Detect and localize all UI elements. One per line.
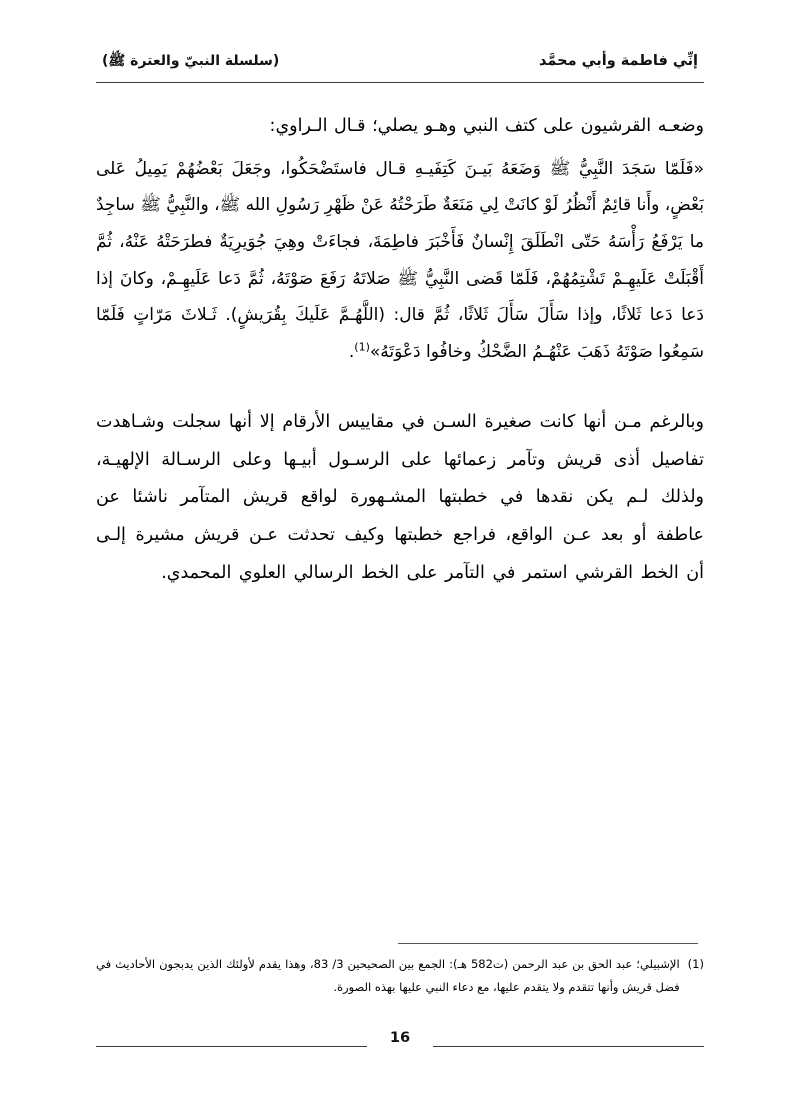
intro-paragraph: وضعـه القرشيون على كتف النبي وهـو يصلي؛ قـال الـراوي: [269, 116, 704, 136]
body-paragraph-2: وبالرغم مـن أنها كانت صغيرة السـن في مقاييس الأرقام إلا أنها سجلت وشـاهدت تفاصيل أذى قريش وتآمر زعمائها على الرسـول أبيـها وعلى الرسـالة الإلهيـة، ولذلك لـم يكن نقدها في خطبتها المشـهورة لواقع قريش المتآمر ناشئا عن عاطفة أو بعد عـن الواقع، فراجع خطبتها وكيف تحدثت عـن قريش مشيرة إلـى أن الخط القرشي استمر في التآمر على الخط الرسالي العلوي المحمدي. [96, 412, 704, 583]
footnote-item [96, 953, 704, 998]
page-header [96, 52, 704, 82]
header-series-title: (سلسلة النبيّ والعترة ﷺ) [102, 53, 280, 69]
page-footer [96, 1016, 704, 1060]
footnote-text: الإشبيلي؛ عبد الحق بن عبد الرحمن (ت582 هـ): الجمع بين الصحيحين 3/ 83، وهذا يقدم لأولئك الذين يدبجون الأحاديث في فضل قريش وأنها تتقدم ولا يتقدم عليها، مع دعاء النبي عليها بهذه الصورة. [96, 957, 680, 994]
footnote-divider [398, 943, 698, 944]
footnote-reference[interactable]: (1) [354, 339, 370, 353]
page-content [96, 83, 704, 943]
hadith-quote [96, 151, 704, 370]
quote-end-punct: . [348, 341, 355, 362]
footnote-marker: (1) [687, 957, 704, 972]
footnote-area [96, 943, 704, 1016]
hadith-quote-text: «فَلَمّا سَجَدَ النَّبِيُّ ﷺ وَضَعَهُ بَيـنَ كَتِفَيـهِ قـال فاستَضْحَكُوا، وجَعَلَ بَعْضُهُمْ يَمِيلُ عَلى بَعْضٍ، وأَنا قائِمٌ أَنْظُرُ لَوْ كانَتْ لِي مَنَعَةٌ طَرَحْتُهُ عَنْ ظَهْرِ رَسُولِ الله ﷺ، والنَّبِيُّ ﷺ ساجِدٌ ما يَرْفَعُ رَأْسَهُ حَتّى انْطَلَقَ إِنْسانٌ فَأَخْبَرَ فاطِمَةَ، فجاءَتْ وهِيَ جُوَيرِيَةٌ فطرَحَتْهُ عَنْهُ، ثُمَّ أَقْبَلَتْ عَلَيهِـمْ تَشْتِمُهُمْ، فَلَمّا قَضى النَّبِيُّ ﷺ صَلاتَهُ رَفَعَ صَوْتَهُ، ثُمَّ دَعا عَلَيهِـمْ، وكانَ إذا دَعا دَعا ثَلاثًا، وإذا سَأَلَ سَأَلَ ثَلاثًا، ثُمَّ قال: (اللَّهُـمَّ عَلَيكَ بِقُرَيشٍ). ثَـلاثَ مَرّاتٍ فَلَمّا سَمِعُوا صَوْتَهُ ذَهَبَ عَنْهُـمُ الضَّحْكُ وخافُوا دَعْوَتَهُ» [96, 158, 704, 362]
header-book-title: إنِّي فاطمة وأبي محمَّد [539, 53, 698, 69]
page-number: 16 [367, 1023, 433, 1053]
